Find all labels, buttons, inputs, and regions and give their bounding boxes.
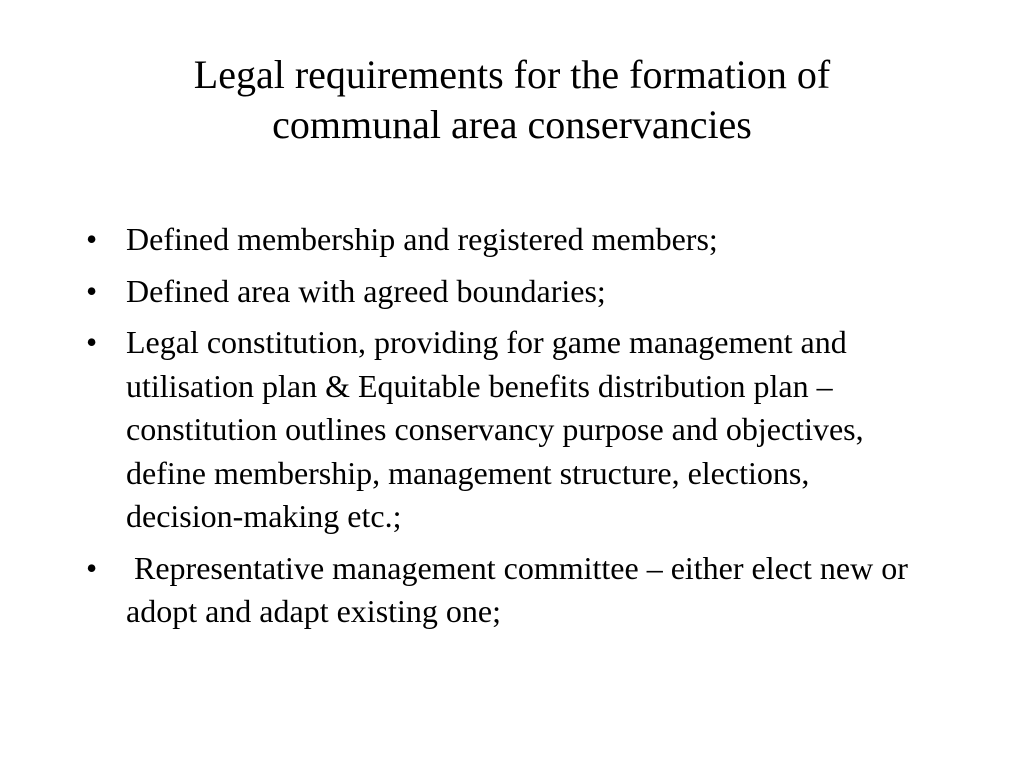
bullet-list — [82, 218, 916, 642]
bullet-icon: • — [86, 272, 98, 309]
bullet-text: Legal constitution, providing for game management and utilisation plan & Equitable benefits distribution plan – constitution outlines conservancy purpose and objectives, define membership, management structure, elections, decision-making etc.; — [126, 324, 864, 534]
slide-title-line-1: Legal requirements for the formation of — [193, 52, 831, 97]
bullet-icon: • — [86, 324, 98, 360]
bullet-text: Representative management committee – either elect new or adopt and adapt existing one; — [126, 549, 916, 629]
bullet-icon: • — [86, 549, 98, 586]
bullet-icon: • — [86, 221, 98, 257]
slide-title-line-2: communal area conservancies — [272, 102, 752, 147]
bullet-text: Defined area with agreed boundaries; — [126, 272, 606, 309]
slide-title — [100, 50, 924, 150]
bullet-text: Defined membership and registered members; — [126, 221, 718, 257]
bullet-item-membership — [82, 218, 912, 262]
bullet-item-constitution — [82, 321, 912, 539]
bullet-item-area — [82, 270, 912, 314]
bullet-item-committee — [82, 547, 916, 634]
